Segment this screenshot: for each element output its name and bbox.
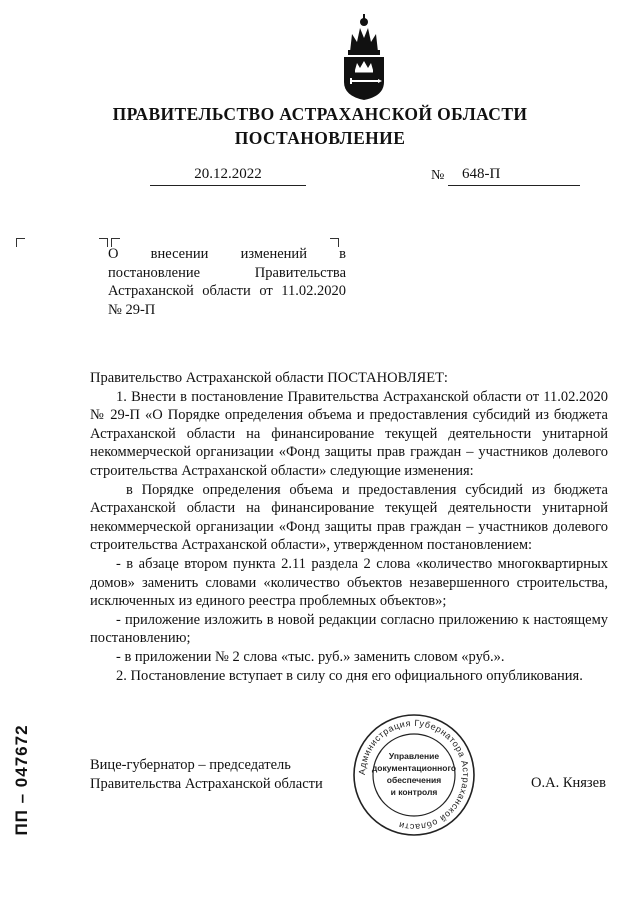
side-registration-code [8, 700, 32, 860]
document-date: 20.12.2022 [194, 166, 262, 182]
paragraph-3: - в абзаце втором пункта 2.11 раздела 2 слова «количество многоквартирных домов» заменить словами «количество объектов незавершенного строительства, исключенных из единого реестра проблемных объектов»; [90, 555, 608, 610]
document-type: ПОСТАНОВЛЕНИЕ [234, 128, 406, 148]
paragraph-5: - в приложении № 2 слова «тыс. руб.» заменить словом «руб.». [116, 648, 505, 665]
corner-mark [16, 238, 25, 247]
paragraph-4: - приложение изложить в новой редакции согласно приложению к настоящему постановлению; [90, 611, 608, 647]
document-number: 648-П [462, 166, 501, 182]
stamp-line-2: документационного [371, 763, 457, 773]
number-sign: № [431, 168, 445, 183]
position-line-1: Вице-губернатор – председатель [90, 757, 291, 773]
document-subject: О внесении изменений в постановление Правительства Астраханской области от 11.02.2020 № 29-П [108, 246, 346, 318]
side-code-text: ПП – 047672 [12, 724, 31, 836]
paragraph-1: 1. Внести в постановление Правительства Астраханской области от 11.02.2020 № 29-П «О Порядке определения объема и предоставления субсидий из бюджета Астраханской области на финансирование текущей деятельности унитарной некоммерческой организации «Фонд защиты прав граждан – участников долевого строительства Астраханской области» следующие изменения: [90, 388, 608, 479]
corner-mark [99, 238, 108, 247]
stamp-line-3: обеспечения [386, 775, 442, 785]
stamp-line-4: и контроля [390, 787, 438, 797]
signatory-position [90, 756, 323, 793]
position-line-2: Правительства Астраханской области [90, 775, 323, 792]
document-body [90, 369, 608, 685]
stamp-ring-text: Администрация Губернатора Астраханской области [356, 717, 472, 833]
coat-of-arms-icon [336, 12, 392, 102]
signatory-name: О.А. Князев [531, 775, 606, 791]
paragraph-2: в Порядке определения объема и предоставления субсидий из бюджета Астраханской области на финансирование текущей деятельности унитарной некоммерческой организации «Фонд защиты прав граждан – участников долевого строительства Астраханской области», утвержденном постановлением: [90, 481, 608, 554]
office-stamp [352, 713, 476, 837]
stamp-line-1: Управление [388, 751, 440, 761]
paragraph-6: 2. Постановление вступает в силу со дня его официального опубликования. [116, 667, 583, 684]
preamble: Правительство Астраханской области ПОСТАНОВЛЯЕТ: [90, 370, 448, 386]
organization-title: ПРАВИТЕЛЬСТВО АСТРАХАНСКОЙ ОБЛАСТИ [112, 104, 528, 124]
